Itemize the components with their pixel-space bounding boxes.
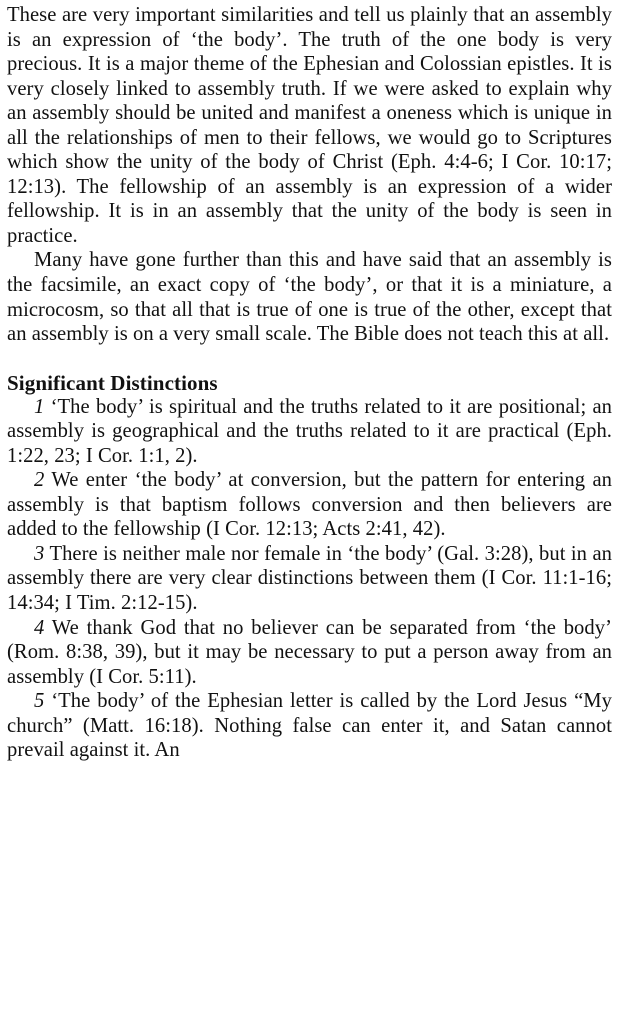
distinction-number: 3	[34, 542, 45, 565]
distinction-text: ‘The body’ of the Ephesian letter is called by the Lord Jesus “My church” (Matt. 16:18). Nothing false can enter it, and Satan cannot prevail against it. An	[7, 690, 613, 762]
distinction-text: We thank God that no believer can be separated from ‘the body’ (Rom. 8:38, 39), but it may be necessary to put a person away from an assembly (I Cor. 5:11).	[7, 616, 612, 688]
section-heading: Significant Distinctions	[7, 370, 218, 395]
distinction-item-1	[7, 395, 612, 469]
body-paragraph-2: Many have gone further than this and have said that an assembly is the facsimile, an exact copy of ‘the body’, or that it is a miniature, a microcosm, so that all that is true of one is true of the other, except that an assembly is on a very small scale. The Bible does not teach this at all.	[7, 249, 612, 346]
distinction-number: 5	[34, 690, 45, 713]
distinction-item-5	[7, 689, 612, 763]
distinction-number: 2	[34, 469, 45, 492]
distinction-number: 4	[34, 616, 45, 639]
distinction-item-3	[7, 542, 612, 616]
distinction-number: 1	[34, 395, 45, 418]
distinction-item-2	[7, 468, 612, 542]
distinction-text: ‘The body’ is spiritual and the truths related to it are positional; an assembly is geographical and the truths related to it are practical (Eph. 1:22, 23; I Cor. 1:1, 2).	[7, 395, 613, 467]
body-paragraph-1: These are very important similarities and tell us plainly that an assembly is an expression of ‘the body’. The truth of the one body is very precious. It is a major theme of the Ephesian and Colossian epistles. It is very closely linked to assembly truth. If we were asked to explain why an assembly should be united and manifest a oneness which is unique in all the relationships of men to their fellows, we would go to Scriptures which show the unity of the body of Christ (Eph. 4:4-6; I Cor. 10:17; 12:13). The fellowship of an assembly is an expression of a wider fellowship. It is in an assembly that the unity of the body is seen in practice.	[7, 4, 612, 247]
distinction-item-4	[7, 616, 612, 690]
distinction-text: There is neither male nor female in ‘the body’ (Gal. 3:28), but in an assembly there are very clear distinctions between them (I Cor. 11:1-16; 14:34; I Tim. 2:12-15).	[7, 542, 613, 615]
distinction-text: We enter ‘the body’ at conversion, but the pattern for entering an assembly is that baptism follows conversion and then believers are added to the fellowship (I Cor. 12:13; Acts 2:41, 42).	[7, 469, 613, 541]
